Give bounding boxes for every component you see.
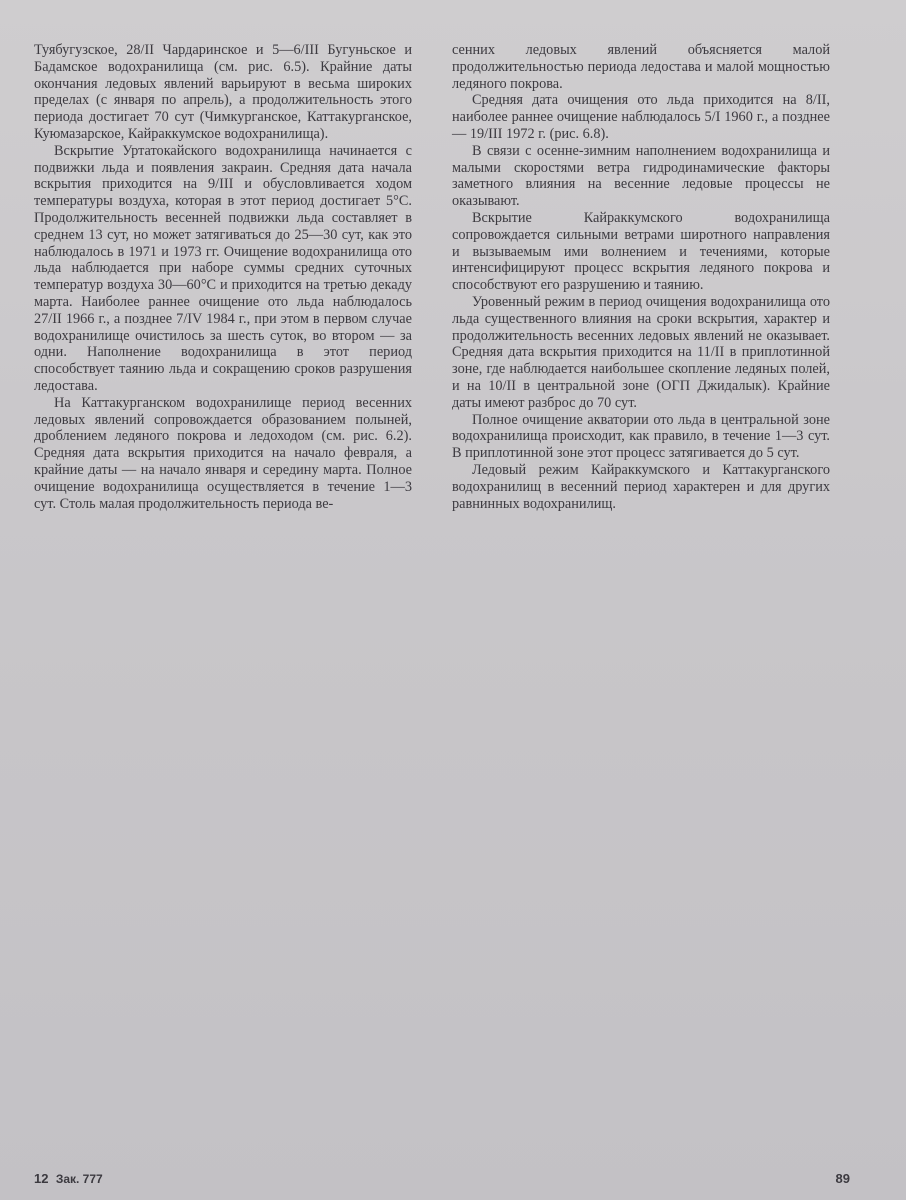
paragraph-right-3: В связи с осенне-зимним наполнением водохранилища и малыми скоростями ветра гидродинамические факторы заметного влияния на весенние ледовые процессы не оказывают. <box>452 142 830 210</box>
left-column <box>34 42 412 512</box>
signature-text: Зак. 777 <box>55 1172 103 1186</box>
paragraph-right-1: сенних ледовых явлений объясняется малой продолжительностью периода ледостава и малой мощностью ледяного покрова. <box>452 42 830 92</box>
paragraph-right-4: Вскрытие Кайраккумского водохранилища сопровождается сильными ветрами широтного направления и вызываемым ими волнением и течениями, которые интенсифицируют процесс вскрытия ледяного покрова и способствуют его разрушению и таянию. <box>452 209 830 294</box>
paragraph-left-2: Вскрытие Уртатокайского водохранилища начинается с подвижки льда и появления закраин. Средняя дата начала вскрытия приходится на 9/III и обусловливается ходом температуры воздуха, которая в этот период достигает 5°С. Продолжительность весенней подвижки льда составляет в среднем 13 сут, но может затягиваться до 25—30 сут, как это наблюдалось в 1971 и 1973 гг. Очищение водохранилища ото льда наблюдается при наборе суммы средних суточных температур воздуха 30—60°С и приходится на третью декаду марта. Наиболее раннее очищение ото льда наблюдалось 27/II 1966 г., а позднее 7/IV 1984 г., при этом в первом случае водохранилище очистилось за шесть суток, во втором — за одни. Наполнение водохранилища в этот период способствует таянию льда и сокращению сроков разрушения ледостава. <box>34 142 412 394</box>
right-column <box>452 42 830 512</box>
page-number: 89 <box>835 1171 850 1186</box>
printer-signature <box>34 1171 103 1186</box>
paragraph-left-3: На Каттакурганском водохранилище период весенних ледовых явлений сопровождается образованием полыней, дроблением ледяного покрова и ледоходом (см. рис. 6.2). Средняя дата вскрытия приходится на начало февраля, а крайние даты — на начало января и середину марта. Полное очищение водохранилища осуществляется в течение 1—3 сут. Столь малая продолжительность периода ве- <box>34 394 412 512</box>
paragraph-right-2: Средняя дата очищения ото льда приходится на 8/II, наиболее раннее очищение наблюдалось 5/I 1960 г., а позднее — 19/III 1972 г. (рис. 6.8). <box>452 92 830 142</box>
paragraph-right-6: Полное очищение акватории ото льда в центральной зоне водохранилища происходит, как правило, в течение 1—3 сут. В приплотинной зоне этот процесс затягивается до 5 сут. <box>452 411 830 462</box>
signature-number: 12 <box>34 1171 49 1186</box>
paragraph-left-1: Туябугузское, 28/II Чардаринское и 5—6/III Бугуньское и Бадамское водохранилища (см. рис. 6.5). Крайние даты окончания ледовых явлений варьируют в весьма широких пределах (с января по апрель), а продолжительность этого периода достигает 70 сут (Чимкурганское, Каттакурганское, Куюмазарское, Кайраккумское водохранилища). <box>34 42 412 142</box>
paragraph-right-5: Уровенный режим в период очищения водохранилища ото льда существенного влияния на сроки вскрытия, характер и продолжительность весенних ледовых явлений не оказывает. Средняя дата вскрытия приходится на 11/II в приплотинной зоне, где наблюдается наибольшее скопление ледяных полей, и на 10/II в центральной зоне (ОГП Джидалык). Крайние даты имеют разброс до 70 сут. <box>452 293 830 411</box>
paragraph-right-7: Ледовый режим Кайраккумского и Каттакурганского водохранилищ в весенний период характерен и для других равнинных водохранилищ. <box>452 461 830 512</box>
